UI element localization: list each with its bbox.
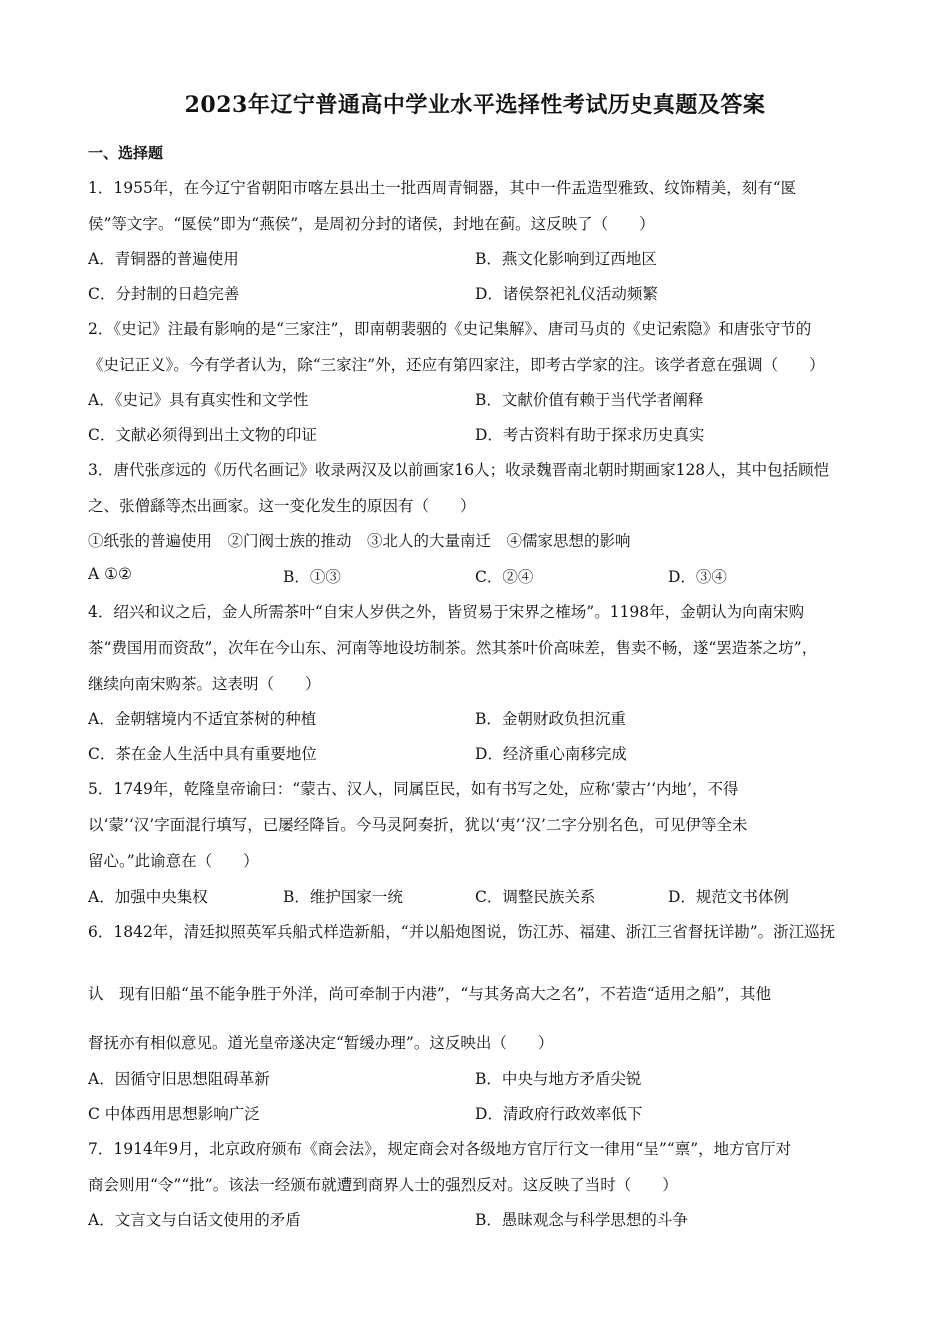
q5-option-d: D．规范文书体例 [668, 888, 789, 906]
q5-line-2: 以‘蒙’‘汉’字面混行填写，已屡经降旨。今马灵阿奏折，犹以‘夷’‘汉’二字分别名色，可见伊等全未 [88, 816, 748, 834]
q2-line-1: 2．《史记》注最有影响的是“三家注”，即南朝裴骃的《史记集解》、唐司马贞的《史记索隐》和唐张守节的 [88, 320, 812, 338]
q7-line-2: 商会则用“令”“批”。该法一经颁布就遭到商界人士的强烈反对。这反映了当时（ ） [88, 1176, 678, 1194]
page-title: 2023年辽宁普通高中学业水平选择性考试历史真题及答案 [184, 92, 766, 118]
q6-line-1: 6．1842年，清廷拟照英军兵船式样造新船，“并以船炮图说，饬江苏、福建、浙江三省督抚详勘”。浙江巡抚 [88, 923, 836, 941]
q2-option-b: B．文献价值有赖于当代学者阐释 [475, 391, 704, 409]
q3-option-d: D．③④ [668, 568, 727, 586]
q6-line-2: 认 现有旧船“虽不能争胜于外洋，尚可牵制于内港”，“与其务高大之名”，不若造“适用之船”，其他 [88, 985, 772, 1003]
q2-option-c: C．文献必须得到出土文物的印证 [88, 426, 317, 444]
q7-option-b: B．愚昧观念与科学思想的斗争 [475, 1211, 688, 1229]
q7-option-a: A．文言文与白话文使用的矛盾 [88, 1211, 301, 1229]
q3-option-b: B．①③ [283, 568, 341, 586]
section-heading: 一、选择题 [88, 144, 164, 162]
q3-line-3: ①纸张的普遍使用 ②门阀士族的推动 ③北人的大量南迁 ④儒家思想的影响 [88, 532, 631, 550]
q6-line-3: 督抚亦有相似意见。道光皇帝遂决定“暂缓办理”。这反映出（ ） [88, 1034, 554, 1052]
q4-line-2: 茶“费国用而资敌”，次年在今山东、河南等地设坊制茶。然其茶叶价高味差，售卖不畅，遂“罢造茶之坊”， [88, 639, 818, 657]
q1-option-a: A．青铜器的普遍使用 [88, 250, 239, 268]
q5-option-c: C．调整民族关系 [475, 888, 596, 906]
q3-option-a: A ①② [88, 565, 132, 583]
q1-line-2: 侯”等文字。“匽侯”即为“燕侯”，是周初分封的诸侯，封地在蓟。这反映了（ ） [88, 215, 655, 233]
q2-line-2: 《史记正义》。今有学者认为，除“三家注”外，还应有第四家注，即考古学家的注。该学者意在强调（ ） [88, 356, 825, 374]
q2-option-a: A．《史记》具有真实性和文学性 [88, 391, 309, 409]
q1-option-c: C．分封制的日趋完善 [88, 285, 240, 303]
q6-option-b: B．中央与地方矛盾尖锐 [475, 1070, 642, 1088]
q4-line-3: 继续向南宋购茶。这表明（ ） [88, 675, 321, 693]
q6-option-a: A．因循守旧思想阻碍革新 [88, 1070, 270, 1088]
q4-option-b: B．金朝财政负担沉重 [475, 710, 626, 728]
q3-option-c: C．②④ [475, 568, 534, 586]
q6-option-c: C 中体西用思想影响广泛 [88, 1105, 260, 1123]
q4-option-c: C．茶在金人生活中具有重要地位 [88, 745, 317, 763]
q6-option-d: D．清政府行政效率低下 [475, 1105, 643, 1123]
q4-option-d: D．经济重心南移完成 [475, 745, 627, 763]
q5-option-a: A．加强中央集权 [88, 888, 208, 906]
q1-option-b: B．燕文化影响到辽西地区 [475, 250, 657, 268]
q4-line-1: 4．绍兴和议之后，金人所需茶叶“自宋人岁供之外，皆贸易于宋界之榷场”。1198年，金朝认为向南宋购 [88, 603, 805, 621]
q5-option-b: B．维护国家一统 [283, 888, 403, 906]
q2-option-d: D．考古资料有助于探求历史真实 [475, 426, 705, 444]
q7-line-1: 7．1914年9月，北京政府颁布《商会法》，规定商会对各级地方官厅行文一律用“呈”“禀”，地方官厅对 [88, 1140, 792, 1158]
q3-line-1: 3．唐代张彦远的《历代名画记》收录两汉及以前画家16人；收录魏晋南北朝时期画家128人，其中包括顾恺 [88, 461, 830, 479]
q1-option-d: D．诸侯祭祀礼仪活动频繁 [475, 285, 658, 303]
q5-line-3: 留心。”此谕意在（ ） [88, 852, 259, 870]
q1-line-1: 1．1955年，在今辽宁省朝阳市喀左县出土一批西周青铜器，其中一件盂造型雅致、纹饰精美，刻有“匽 [88, 179, 797, 197]
q5-line-1: 5．1749年，乾隆皇帝谕曰：“蒙古、汉人，同属臣民，如有书写之处，应称‘蒙古’‘内地’，不得 [88, 780, 739, 798]
q3-line-2: 之、张僧繇等杰出画家。这一变化发生的原因有（ ） [88, 497, 476, 515]
q4-option-a: A．金朝辖境内不适宜茶树的种植 [88, 710, 317, 728]
